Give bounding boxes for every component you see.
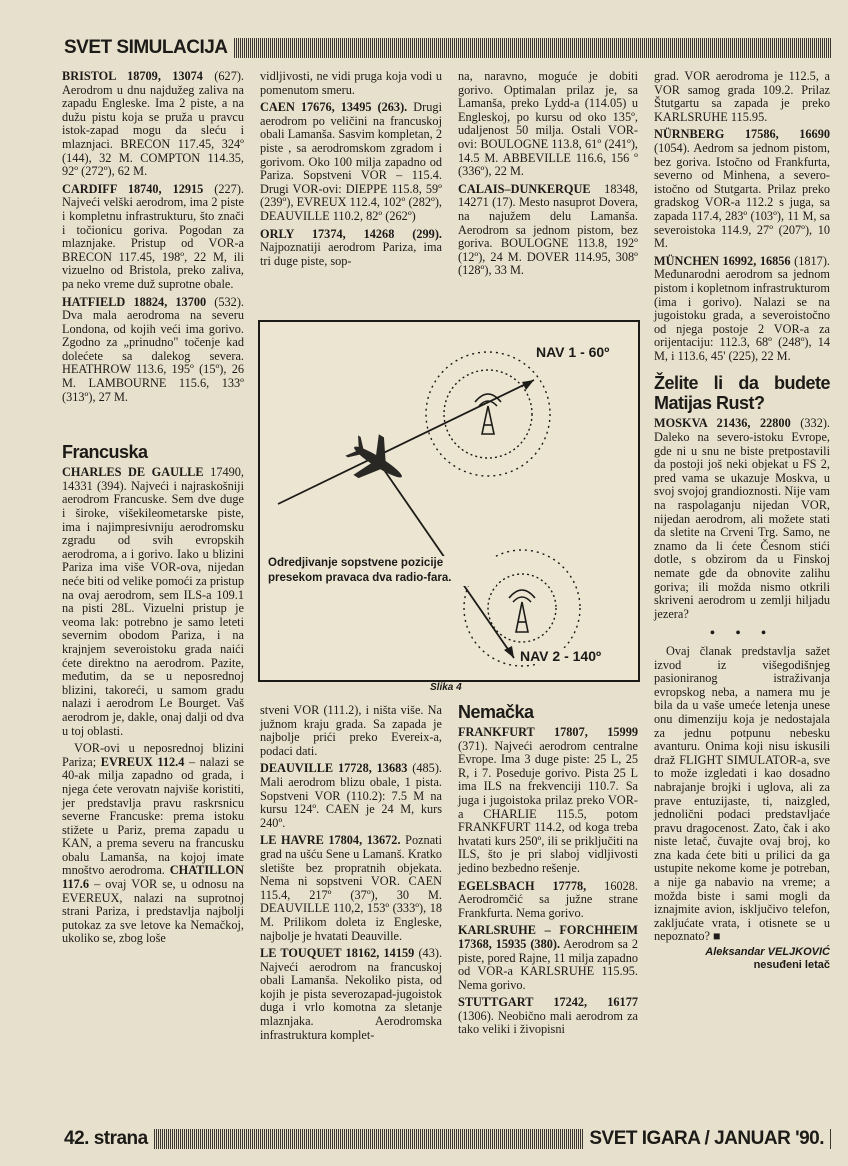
nav1-inner-ring xyxy=(444,370,532,458)
entry-cardiff: CARDIFF 18740, 12915 (227). Najveći velški aerodrom, ima 2 piste i kompletnu infrastrukturu, što znači i točionicu goriva. Pogodan za mlaznjake. Pristup od VOR-a BRECON 117.45, 198º, 22 M, ili vizuelno od Bristola, preko zaliva, pa neko vreme duž suprotne obale. xyxy=(62,181,244,291)
entry-frankfurt: FRANKFURT 17807, 15999 (371). Najveći aerodrom centralne Evrope. Ima 3 duge piste: 25 L, 25 R, i 7. Poseduje gorivo. Pista 25 L ima ILS na frekvenciji 110.7. Sa juga i jugoistoka prilaz preko VOR-a CHARLIE 115.5, potom FRANKFURT 114.2, od koga treba hvatati kurs 250º, ili se priključiti na ILS, što je pri slaboj vidljivosti jedino bezbedno rešenje. xyxy=(458,725,638,875)
nav1-tower-icon xyxy=(475,394,501,434)
heading-nemacka: Nemačka xyxy=(458,702,534,722)
entry-calais: CALAIS–DUNKERQUE 18348, 14271 (17). Mesto nasuprot Dovera, na najužem delu Lamanša. Aerodrom sa jednom pistom, bez goriva. BOULOGNE 113.8, 192º (12º), 24 M. DOVER 114.95, 308º (128º), 33 M. xyxy=(458,181,638,278)
nav2-tower-icon xyxy=(509,590,535,632)
section-dots: • • • xyxy=(709,625,775,643)
heading-matijas-rust: Želite li da budete Matijas Rust? xyxy=(654,373,830,414)
author-name: Aleksandar VELJKOVIĆ xyxy=(705,946,830,959)
entry-nurnberg: NÜRNBERG 17586, 16690 (1054). Aedrom sa jednom pistom, bez goriva. Istočno od Frankfurta, severno od Minhena, a severo-istočno od Stutgarta. Prilaz preko gradskog VOR-a 112.2 s juga, sa zapada 117.4, 283º (103º), 11 M, sa severoistoka 114.9, 27º (207º), 10 M. xyxy=(654,127,830,251)
entry-orly-cont: stveni VOR (111.2), i ništa više. Na južnom kraju grada. Sa zapada je najbolje prići preko Evereix-a, podaci dati. xyxy=(260,703,442,758)
column-4 xyxy=(654,70,830,972)
entry-orly: ORLY 17374, 14268 (299). Najpoznatiji aerodrom Pariza, ima tri duge piste, sop- xyxy=(260,226,442,268)
entry-hatfield: HATFIELD 18824, 13700 (532). Dva mala aerodroma na severu Londona, od kojih veći ima gorivo. Zgodno za „prinudno" točenje kad dolećete sa dalekog severa. HEATHROW 113.6, 195º (15º), 26 M. LAMBOURNE 115.6, 133º (313º), 27 M. xyxy=(62,294,244,404)
entry-deauville: DEAUVILLE 17728, 13683 (485). Mali aerodrom blizu obale, 1 pista. Sopstveni VOR (110.2): 7.5 M na kursu 124º. CAEN je 24 M, kurs 240º. xyxy=(260,761,442,830)
nav1-label: NAV 1 - 60º xyxy=(536,344,610,360)
column-2-top xyxy=(260,70,442,268)
figure-description: Odredjivanje sopstvene pozicije presekom pravaca dva radio-fara. xyxy=(268,556,496,586)
footer-magazine: SVET IGARA / JANUAR '90. xyxy=(583,1128,830,1150)
entry-le-touquet: LE TOUQUET 18162, 14159 (43). Najveći aerodrom na francuskoj obali Lamanša. Nekoliko pista, od kojih je pista severozapad-jugoistok duga i vrlo komotna za sletanje mlaznjaka. Aerodromska infrastruktura komplet- xyxy=(260,946,443,1042)
column-2-bottom xyxy=(260,704,442,1042)
nav2-label: NAV 2 - 140º xyxy=(520,648,602,664)
figure-radio-nav xyxy=(258,320,640,682)
column-3-bottom xyxy=(458,702,638,1037)
nav1-arrow-icon xyxy=(522,380,534,390)
author-subtitle: nesuđeni letač xyxy=(753,959,830,972)
closing-paragraph: Ovaj članak predstavlja sažet izvod iz višegodišnjeg pasioniranog istraživanja evropskog neba, a namera mu je bila da u vaše umeće letenja unese onu dimenziju koja je nedostajala za jednu potpunu nebesku avanturu. Onima koji nisu iskusili draž FLIGHT SIMULATOR-a, sve to može izgledati i kao dosadno nabrajanje brojki i uglova, ali za prave entuzijaste, ti, naizgled, jednolični podaci predstavljaće pravu dragocenost. Zato, čak i ako niste letač, čuvajte ovaj broj, ko zna kada ćete biti u prilici da ga ustupite nekome kome je potreban, a nije ga nabavio na vreme; a možda biste i sami mogli da iznajmite avion, isključivo telefon, zakljućate vrata, i otisnete se u nepoznato? ■ xyxy=(654,643,830,944)
entry-karlsruhe: KARLSRUHE – FORCHHEIM 17368, 15935 (380). Aerodrom sa 2 piste, pored Rajne, 11 milja zapadno od VOR-a KARLSRUHE 115.95. Nema gorivo. xyxy=(458,923,638,992)
entry-vor-paris: VOR-ovi u neposrednoj blizini Pariza; EVREUX 112.4 – nalazi se 40-ak milja zapadno od grada, i njega ćete verovatn najviše koristiti, jer predstavlja pravu raskrsnicu severne Francuske: prema istoku stižete u Pariz, prema zapadu u KAN, a prema severu na francusku obalu Lamanša, na kojoj imate mnoštvo aerodroma. CHATILLON 117.6 – ovaj VOR se, u odnosu na EVEREUX, nalazi na suprotnoj strani Pariza, i predstavlja najbolji putokaz za sve letove ka Nemačkoj, ukoliko se, zbog loše xyxy=(62,741,245,946)
entry-stuttgart-cont: grad. VOR aerodroma je 112.5, a VOR samog grada 109.2. Prilaz Štutgartu sa zapada je preko KARLSRUHE 115.95. xyxy=(654,69,830,124)
heading-francuska: Francuska xyxy=(62,442,148,463)
nav2-arrow-icon xyxy=(504,646,514,658)
nav1-bearing-line xyxy=(278,380,534,504)
figure-caption: Slika 4 xyxy=(430,682,462,693)
author-block xyxy=(654,946,830,972)
end-mark-icon: ■ xyxy=(713,929,721,944)
entry-egelsbach: EGELSBACH 17778, 16028. Aerodromčić sa južne strane Frankfurta. Nema gorivo. xyxy=(458,878,638,920)
entry-moskva: MOSKVA 21436, 22800 (332). Daleko na severo-istoku Evrope, gde ni u snu ne biste pretpostavili da postoji još neki objekat u FS 2, pred vama se ukazuje Moskva, u svoj svojoj grandioznosti. Nije vam na raspolaganju nijedan VOR, nijedan aerodrom, ali možete stati da sletite na Crveni Trg. Samo, ne znamo da li ćete Česnom stići dotle, s obzirom da u Finskoj nemate gde da obnovite zalihu goriva; ili možda nismo otkrili skriveni aerodrom u zemlji hiljadu jezera? xyxy=(654,416,831,621)
entry-charles-de-gaulle: CHARLES DE GAULLE 17490, 14331 (394). Najveći i najraskošniji aerodrom Francuske. Sem dve duge i široke, višekileometarske piste, ima i najimpresivniju aerodromsku zgradu od svih evropskih aerodroma, a i gorivo. Iako u blizini Pariza ima više VOR-ova, nijedan neće biti od velike pomoći za pristup na ovaj aerodrom, sem ILS-a 109.1 na pisti 28L. Vizuelni pristup je veoma lak: potrebno je samo leteti severnim obodom Pariza, i na krajnjem severoistoku grada naići ćete direktno na aerodrom. Pazite, međutim, da se u neposrednoj blizini, takoreći, u samom gradu nalazi i aerodrom Le Bourget. Vaš aerodrom je, dakle, onaj dalji od dva u toj oblasti. xyxy=(62,465,244,738)
entry-caen: CAEN 17676, 13495 (263). Drugi aerodrom po veličini na francuskoj obali Lamanša. Sasvim kompletan, 2 piste , sa aerodromskom zgradom i gorivom. Oko 100 milja zapadno od Pariza. Sopstveni VOR – 115.4. Drugi VOR-ovi: DIEPPE 115.8, 59º (239º), EVREUX 112.4, 102º (282º), DEAUVILLE 110.2, 82º (262º) xyxy=(260,100,442,223)
footer-page-number: 42. strana xyxy=(58,1128,154,1150)
column-3-top xyxy=(458,70,638,278)
nav-diagram xyxy=(260,322,638,680)
entry-le-touquet-cont: na, naravno, moguće je dobiti gorivo. Optimalan prilaz je, sa Lamanša, preko Lydd-a (114.05) u Engleskoj, po kursu od oko 135º, udaljenost 50 milja. Ostali VOR-ovi: BOULOGNE 113.8, 61º (241º), 14.5 M. ABBEVILLE 116.6, 156 º (336º), 22 M. xyxy=(458,69,638,179)
airplane-icon xyxy=(339,425,414,497)
entry-bristol: BRISTOL 18709, 13074 (627). Aerodrom u dnu najdužeg zaliva na zapadu Engleske. Ima 2 piste, a na dužu pistu koja se pruža u pravcu istok-zapad mogu da sleću i mlaznjaci. BRECON 117.45, 324º (144), 32 M. COMPTON 114.35, 92º (272º), 62 M. xyxy=(62,69,245,179)
entry-munchen: MÜNCHEN 16992, 16856 (1817). Međunarodni aerodrom sa jednom pistom i kopletnom infrastrukturom (ima i gorivo). Nalazi se na jugoistoku grada, a severoistočno od njega postoje 2 VOR-a za orijentaciju: 112.3, 68º (248º), 14 M, i 113.6, 45' (225), 22 M. xyxy=(654,253,830,363)
entry-continuation: vidljivosti, ne vidi pruga koja vodi u pomenutom smeru. xyxy=(260,69,442,97)
entry-stuttgart: STUTTGART 17242, 16177 (1306). Neobično mali aerodrom za tako veliki i živopisni xyxy=(458,995,638,1037)
section-header: SVET SIMULACIJA xyxy=(58,37,234,59)
entry-le-havre: LE HAVRE 17804, 13672. Poznati grad na ušću Sene u Lamanš. Kratko sletište bez propratnih objekata. Nema ni sopstveni VOR. CAEN 115.4, 217º (37º), 30 M. DEAUVILLE 110,2, 153º (333º), 18 M. Prilikom doleta iz Engleske, najbolje je hvatati Deauville. xyxy=(260,833,442,943)
column-1 xyxy=(62,70,244,946)
